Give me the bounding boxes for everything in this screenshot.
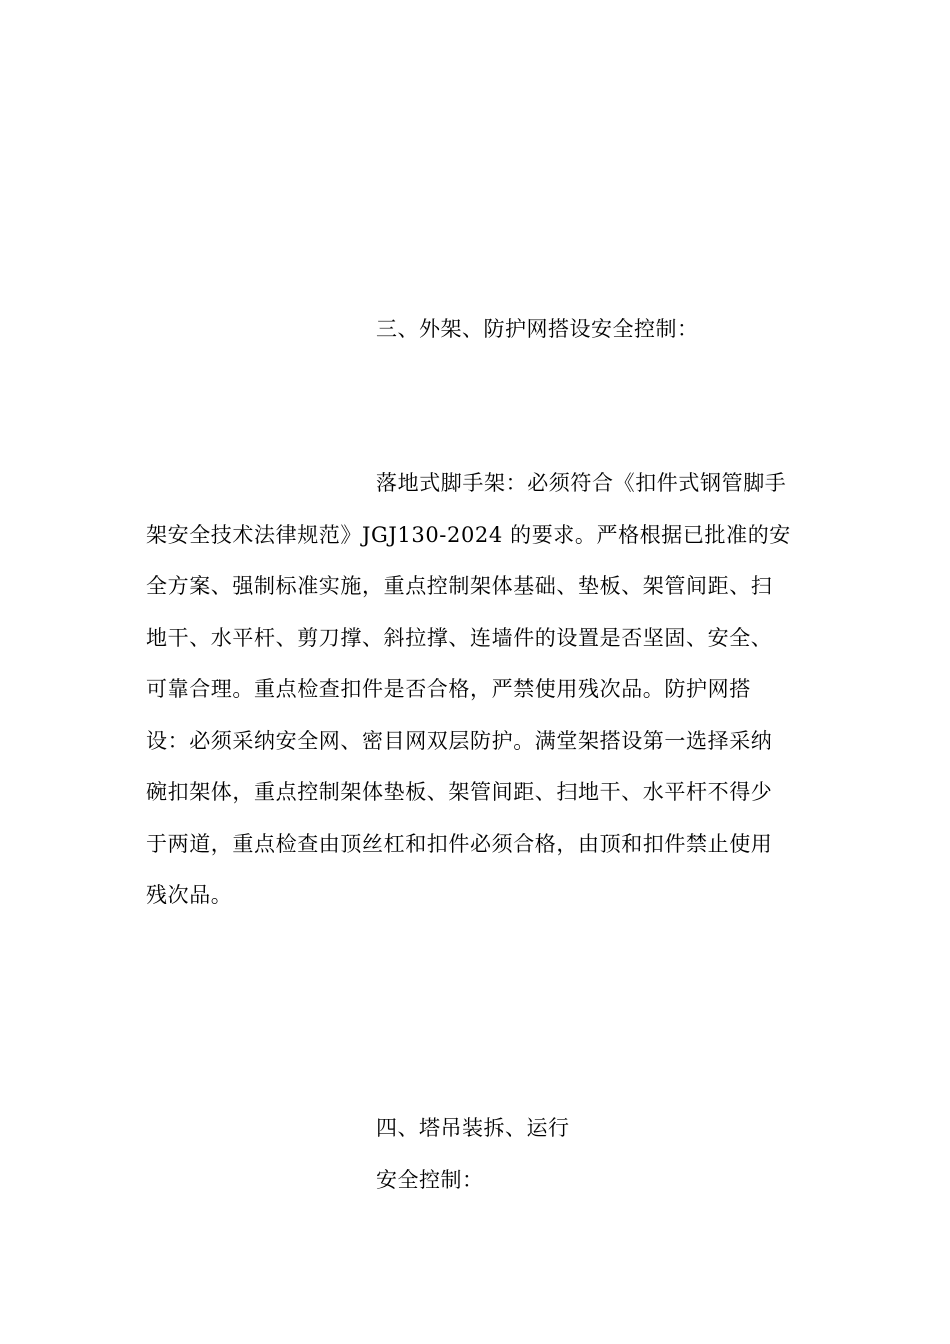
paragraph-line: 地干、水平杆、剪刀撑、斜拉撑、连墙件的设置是否坚固、安全、 bbox=[146, 625, 773, 650]
paragraph-line: 于两道，重点检查由顶丝杠和扣件必须合格，由顶和扣件禁止使用 bbox=[146, 831, 773, 856]
paragraph-line: 设：必须采纳安全网、密目网双层防护。满堂架搭设第一选择采纳 bbox=[146, 728, 773, 753]
section-4-heading-line-1: 四、塔吊装拆、运行 bbox=[376, 1116, 570, 1140]
section-4-heading-line-2: 安全控制： bbox=[376, 1168, 484, 1192]
paragraph-line: 碗扣架体，重点控制架体垫板、架管间距、扫地干、水平杆不得少 bbox=[146, 780, 773, 804]
section-3-heading: 三、外架、防护网搭设安全控制： bbox=[376, 317, 699, 341]
paragraph-line: 全方案、强制标准实施，重点控制架体基础、垫板、架管间距、扫 bbox=[146, 574, 773, 598]
paragraph-line: 可靠合理。重点检查扣件是否合格，严禁使用残次品。防护网搭 bbox=[146, 677, 751, 701]
paragraph-line: 落地式脚手架：必须符合《扣件式钢管脚手 bbox=[376, 471, 787, 495]
paragraph-line: 残次品。 bbox=[146, 883, 233, 907]
body-paragraph bbox=[146, 458, 806, 922]
paragraph-line: 架安全技术法律规范》JGJ130-2024 的要求。严格根据已批准的安 bbox=[146, 522, 791, 547]
